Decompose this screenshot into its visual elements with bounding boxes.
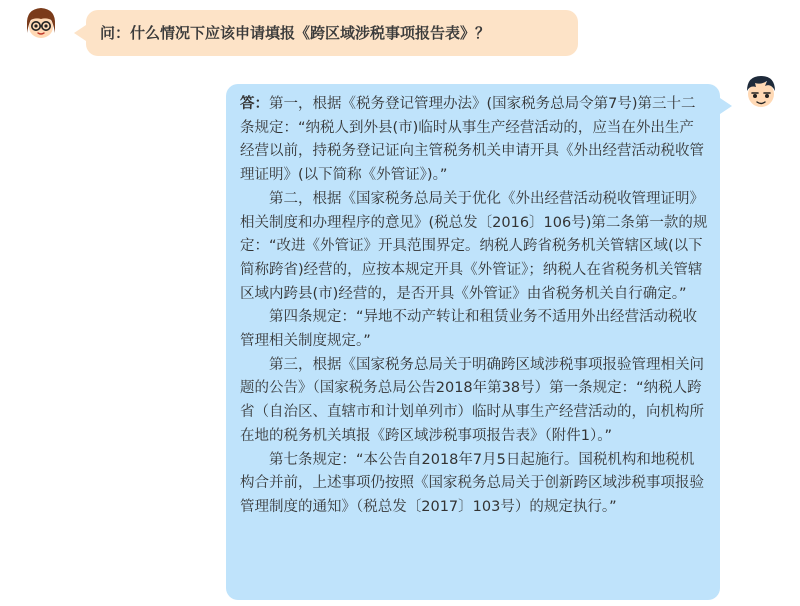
answer-label: 答： <box>240 96 269 112</box>
answer-paragraph-1-text: 第一，根据《税务登记管理办法》(国家税务总局令第7号)第三十二条规定：“纳税人到外县(市)临时从事生产经营活动的，应当在外出生产经营以前，持税务登记证向主管税务机关申请开具《外出经营活动税收管理证明》(以下简称《外管证》)。” <box>240 96 704 184</box>
question-text: 问：什么情况下应该申请填报《跨区域涉税事项报告表》？ <box>100 24 491 42</box>
asker-avatar <box>21 3 61 43</box>
answer-paragraph-4: 第三，根据《国家税务总局关于明确跨区域涉税事项报验管理相关问题的公告》（国家税务总局公告2018年第38号）第一条规定：“纳税人跨省（自治区、直辖市和计划单列市）临时从事生产经营活动的，向机构所在地的税务机关填报《跨区域涉税事项报告表》（附件1）。” <box>240 356 704 444</box>
answer-paragraph-5: 第七条规定：“本公告自2018年7月5日起施行。国税机构和地税机构合并前，上述事项仍按照《国家税务总局关于创新跨区域涉税事项报验管理制度的通知》（税总发〔2017〕103号）的规定执行。” <box>240 451 704 515</box>
boy-avatar-icon <box>741 71 781 111</box>
question-bubble <box>86 10 578 56</box>
answerer-avatar <box>741 71 781 111</box>
answer-paragraph-1 <box>240 93 708 188</box>
answer-paragraph-2: 第二，根据《国家税务总局关于优化《外出经营活动税收管理证明》相关制度和办理程序的意见》(税总发〔2016〕106号)第二条第一款的规定：“改进《外管证》开具范围界定。纳税人跨省税务机关管辖区域(以下简称跨省)经营的，应按本规定开具《外管证》；纳税人在省税务机关管辖区域内跨县(市)经营的，是否开具《外管证》由省税务机关自行确定。” <box>240 190 708 302</box>
answer-bubble <box>226 84 720 600</box>
answer-paragraph-3: 第四条规定：“异地不动产转让和租赁业务不适用外出经营活动税收管理相关制度规定。” <box>240 309 698 350</box>
girl-avatar-icon <box>21 3 61 43</box>
